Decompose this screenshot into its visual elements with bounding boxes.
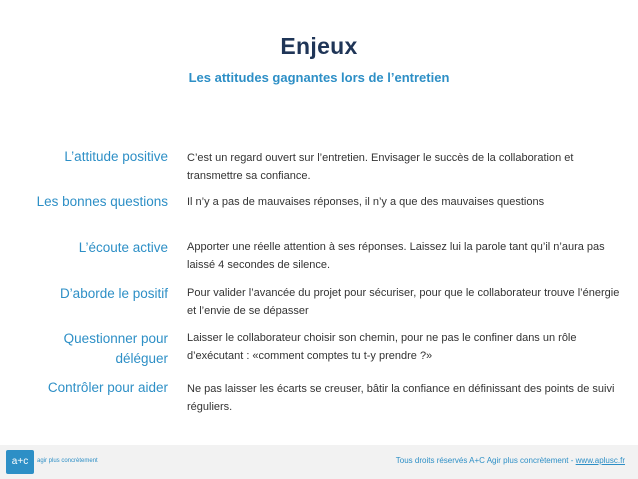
attitude-description: Laisser le collaborateur choisir son chemin, pour ne pas le confiner dans un rôle d’exécutant : «comment comptes tu t-y prendre ?» [187,332,577,362]
copyright-text: Tous droits réservés A+C Agir plus concrètement - [395,456,576,465]
attitude-label [8,238,168,258]
attitude-label-line: L’attitude positive [64,149,168,164]
attitude-label-line: Contrôler pour aider [47,380,168,395]
attitude-label-line: déléguer [115,351,168,366]
slide-subtitle: Les attitudes gagnantes lors de l’entretien [188,70,450,85]
attitude-description: Ne pas laisser les écarts se creuser, bâtir la confiance en définissant des points de suivi réguliers. [187,383,615,413]
slide-title: Enjeux [280,33,358,59]
footer [0,445,638,479]
brand-logo: a+c [6,450,34,474]
website-link[interactable]: www.aplusc.fr [575,456,625,465]
attitude-label [8,378,168,398]
attitude-description: Apporter une réelle attention à ses réponses. Laissez lui la parole tant qu’il n’aura pas laissé 4 secondes de silence. [187,241,605,271]
attitude-label [8,147,168,167]
footer-copyright [396,456,625,465]
attitude-label [8,192,168,212]
attitude-description: Pour valider l’avancée du projet pour sécuriser, pour que le collaborateur trouve l’énergie et l’envie de se dépasser [187,287,620,317]
attitude-description: Il n’y a pas de mauvaises réponses, il n’y a que des mauvaises questions [187,196,545,208]
attitude-label-line: Les bonnes questions [36,194,168,209]
attitude-description: C’est un regard ouvert sur l’entretien. Envisager le succès de la collaboration et transmettre sa confiance. [187,152,574,182]
attitude-label-line: D’aborde le positif [59,286,168,301]
attitude-label-line: Questionner pour [63,331,168,346]
attitude-label [8,329,168,369]
brand-tagline: agir plus concrètement [37,458,98,464]
attitude-label [8,284,168,304]
attitude-label-line: L’écoute active [78,240,168,255]
